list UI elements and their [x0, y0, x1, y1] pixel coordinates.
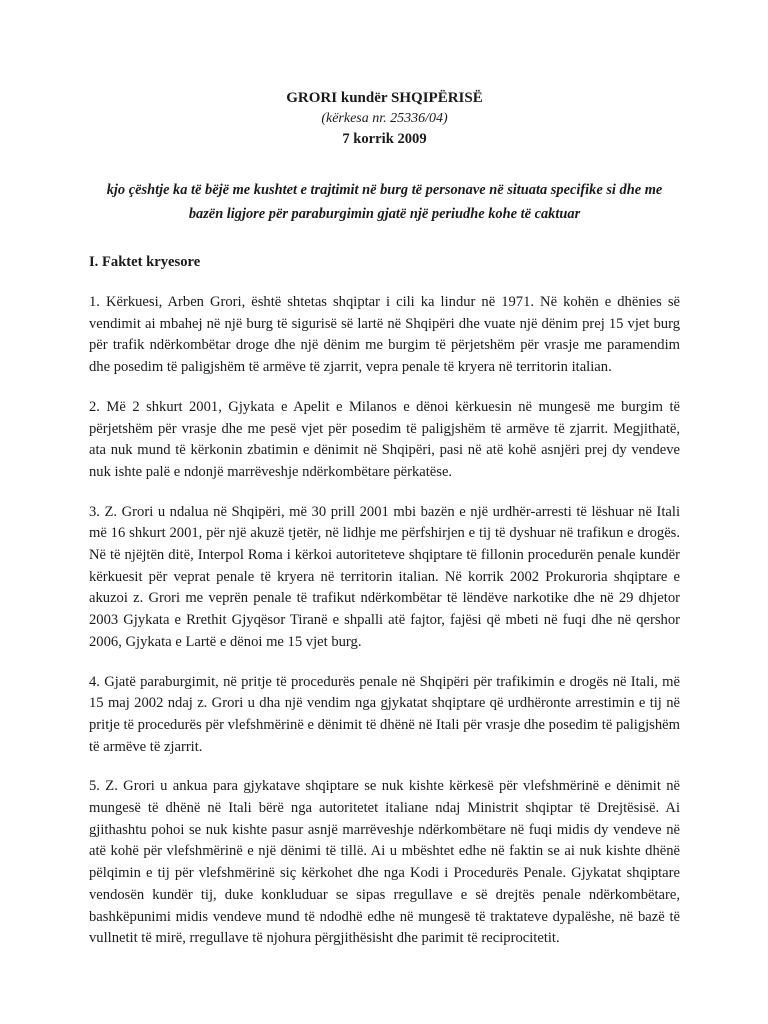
application-number: (kërkesa nr. 25336/04): [321, 111, 448, 126]
case-summary: kjo çështje ka të bëjë me kushtet e trajtimit në burg të personave në situata specifike si dhe me bazën ligjore për paraburgimin gjatë një periudhe kohe të caktuar: [106, 182, 663, 222]
section-heading: I. Faktet kryesore: [89, 254, 201, 270]
paragraph-2: 2. Më 2 shkurt 2001, Gjykata e Apelit e Milanos e dënoi kërkuesin në mungesë me burgim të përjetshëm për vrasje dhe me pesë vjet për posedim të paligjshëm të armëve të zjarrit. Megjithatë, ata nuk mund të kërkonin zbatimin e dënimit në Shqipëri, pasi në atë kohë asnjëri prej dy vendeve nuk ishte palë e ndonjë marrëveshje ndërkombëtare përkatëse.: [89, 398, 680, 480]
paragraph-1: 1. Kërkuesi, Arben Grori, është shtetas shqiptar i cili ka lindur në 1971. Në kohën e dhënies së vendimit ai mbahej në një burg të sigurisë së lartë në Shqipëri dhe vuate një dënim prej 15 vjet burg për trafik ndërkombëtar droge dhe një dënim me burgim të përjetshëm për vrasje me paramendim dhe posedim të paligjshëm të armëve të zjarrit, vepra penale të kryera në territorin italian.: [89, 294, 680, 376]
judgment-date: 7 korrik 2009: [342, 131, 427, 147]
paragraph-4: 4. Gjatë paraburgimit, në pritje të procedurës penale në Shqipëri për trafikimin e drogës në Itali, më 15 maj 2002 ndaj z. Grori u dha një vendim nga gjykatat shqiptare që urdhëronte arrestimin e tij në pritje të procedurës për vlefshmërinë e dënimit të dhënë në Itali për vrasje dhe posedim të paligjshëm të armëve të zjarrit.: [89, 673, 680, 755]
paragraph-3: 3. Z. Grori u ndalua në Shqipëri, më 30 prill 2001 mbi bazën e një urdhër-arresti të lëshuar në Itali më 16 shkurt 2001, për një akuzë tjetër, në lidhje me përfshirjen e tij të dyshuar në trafikun e drogës. Në të njëjtën ditë, Interpol Roma i kërkoi autoriteteve shqiptare të fillonin procedurën penale kundër kërkuesit për veprat penale të kryera në territorin italian. Në korrik 2002 Prokuroria shqiptare e akuzoi z. Grori me veprën penale të trafikut ndërkombëtar të lëndëve narkotike dhe në 29 dhjetor 2003 Gjykata e Rrethit Gjyqësor Tiranë e shpalli atë fajtor, fajësi që mbeti në fuqi dhe në qershor 2006, Gjykata e Lartë e dënoi me 15 vjet burg.: [89, 503, 680, 650]
case-title: GRORI kundër SHQIPËRISË: [286, 90, 483, 106]
paragraph-5: 5. Z. Grori u ankua para gjykatave shqiptare se nuk kishte kërkesë për vlefshmërinë e dënimit në mungesë të dhënë në Itali bërë nga autoritetet italiane ndaj Ministrit shqiptar të Drejtësisë. Ai gjithashtu pohoi se nuk kishte pasur asnjë marrëveshje ndërkombëtare në fuqi midis dy vendeve në atë kohë për vlefshmërinë e një dënimi të tillë. Ai u mbështet edhe në faktin se ai nuk kishte dhënë pëlqimin e tij për vlefshmërinë siç kërkohet dhe nga Kodi i Procedurës Penale. Gjykatat shqiptare vendosën kundër tij, duke konkluduar se sipas rregullave e së drejtës penale ndërkombëtare, bashkëpunimi midis vendeve mund të ndodhë edhe në mungesë të traktateve dypalëshe, në bazë të vullnetit të mirë, rregullave të njohura përgjithësisht dhe parimit të reciprocitetit.: [89, 778, 680, 947]
document-header: [89, 88, 680, 150]
